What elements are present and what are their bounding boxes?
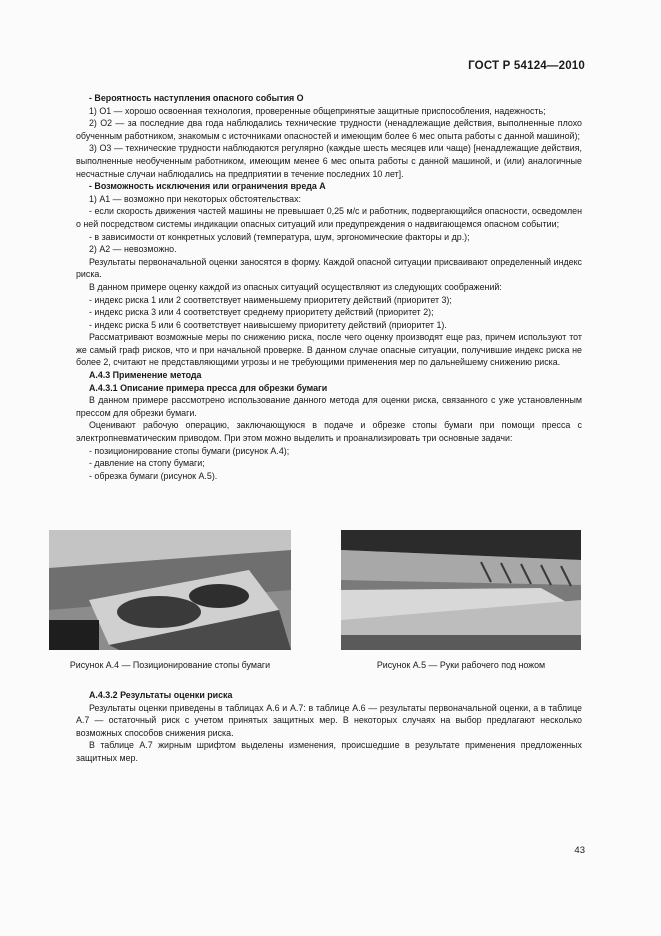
paragraph: 2) А2 — невозможно. (89, 244, 177, 255)
paragraph: Результаты первоначальной оценки заносятся в форму. Каждой опасной ситуации присваивают определенный индекс риска. (76, 256, 582, 280)
section-heading: А.4.3.2 Результаты оценки риска (89, 690, 233, 700)
figure-a5 (341, 530, 581, 670)
document-code: ГОСТ Р 54124—2010 (468, 60, 585, 72)
section-heading: А.4.3 Применение метода (89, 370, 202, 381)
paragraph: - Вероятность наступления опасного события О (89, 93, 304, 103)
paragraph: Оценивают рабочую операцию, заключающуюся в подаче и обрезке стопы бумаги при помощи пресса с электропневматическим приводом. При этом можно выделить и проанализировать три основные задачи: (76, 420, 582, 444)
results-text (76, 689, 582, 765)
paragraph: 3) О3 — технические трудности наблюдаются регулярно (каждые шесть месяцев или чаще) [ненадлежащие действия, выполненные необученным работником, имеющим менее 6 мес опыта работы с данной машиной, и (или) аналогичные несчастные случаи наблюдались на предприятии в течение последних 10 лет]. (76, 143, 582, 179)
paragraph: - Возможность исключения или ограничения вреда А (89, 181, 326, 192)
photo-hands-under-knife (341, 530, 581, 650)
paragraph: 2) О2 — за последние два года наблюдались технические трудности (ненадлежащие действия, выполненные плохо обученным работником, знакомым с источниками опасностей и имеющим более 6 мес опыта работы с данной машиной); (76, 118, 582, 141)
paragraph: В данном примере рассмотрено использование данного метода для оценки риска, связанного с уже установленным прессом для обрезки бумаги. (76, 395, 582, 418)
main-text (76, 92, 582, 482)
figures (49, 530, 589, 680)
paragraph: Рассматривают возможные меры по снижению риска, после чего оценку производят еще раз, причем используют тот же самый граф рисков, что и при начальной проверке. В данном случае опасные ситуации, получившие индекс риска не более 2, считают не представляющими угрозы и не требующими применения мер по дальнейшему снижению риска. (76, 332, 582, 368)
figure-caption: Рисунок А.5 — Руки рабочего под ножом (376, 660, 546, 670)
paragraph: - позиционирование стопы бумаги (рисунок А.4); (89, 445, 290, 456)
paragraph: - в зависимости от конкретных условий (температура, шум, эргономические факторы и др.); (89, 231, 470, 242)
paragraph: - обрезка бумаги (рисунок А.5). (89, 470, 218, 481)
section-heading: А.4.3.1 Описание примера пресса для обрезки бумаги (89, 382, 328, 393)
paragraph: - если скорость движения частей машины не превышает 0,25 м/с и работник, подвергающийся опасности, осведомлен о ней посредством системы индикации опасных ситуаций или предупреждения о надвигающемся опасном событии; (76, 206, 582, 229)
paragraph: Результаты оценки приведены в таблицах А.6 и А.7: в таблице А.6 — результаты первоначальной оценки, а в таблице А.7 — остаточный риск с учетом принятых защитных мер. В некоторых случаях на выбор предлагают несколько возможных способов снижения риска. (76, 702, 582, 738)
paragraph: 1) А1 — возможно при некоторых обстоятельствах: (89, 193, 301, 204)
figure-a4 (49, 530, 291, 670)
paragraph: - индекс риска 1 или 2 соответствует наименьшему приоритету действий (приоритет 3); (89, 294, 452, 305)
paragraph: В таблице А.7 жирным шрифтом выделены изменения, происшедшие в результате применения предложенных защитных мер. (76, 740, 582, 763)
photo-paper-stack-positioning (49, 530, 291, 650)
page-number: 43 (574, 845, 585, 856)
figure-caption: Рисунок А.4 — Позиционирование стопы бумаги (69, 660, 271, 670)
paragraph: - индекс риска 3 или 4 соответствует среднему приоритету действий (приоритет 2); (89, 307, 434, 318)
paragraph: - индекс риска 5 или 6 соответствует наивысшему приоритету действий (приоритет 1). (89, 319, 447, 330)
paragraph: 1) О1 — хорошо освоенная технология, проверенные общепринятые защитные приспособления, надежность; (89, 105, 546, 116)
paragraph: В данном примере оценку каждой из опасных ситуаций осуществляют из следующих соображений: (89, 281, 502, 292)
paragraph: - давление на стопу бумаги; (89, 458, 205, 469)
